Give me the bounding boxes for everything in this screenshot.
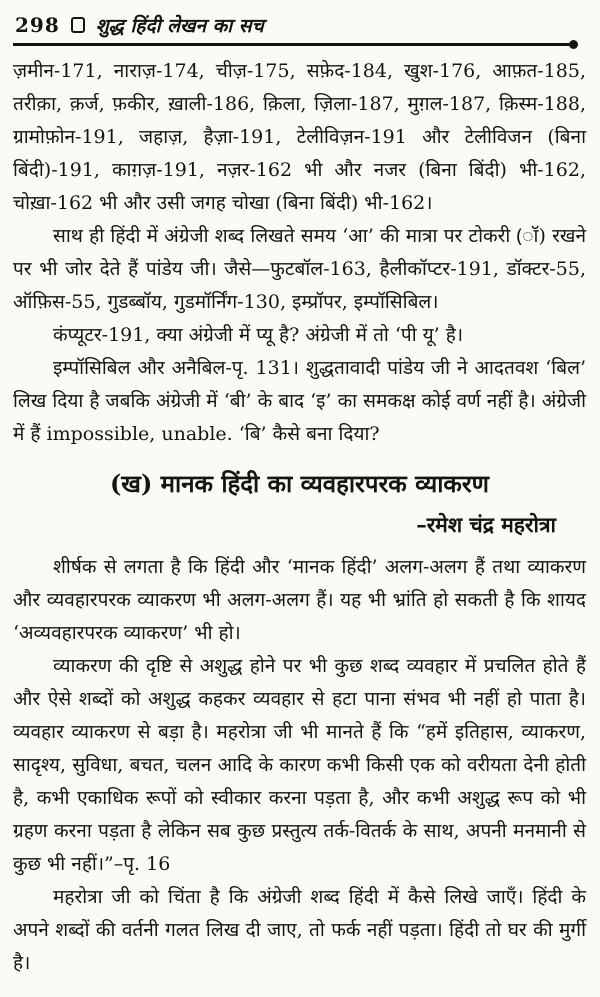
running-header	[13, 10, 586, 43]
header-rule	[13, 43, 576, 46]
body-paragraph: शीर्षक से लगता है कि हिंदी और ‘मानक हिंदी’ अलग-अलग हैं तथा व्याकरण और व्यवहारपरक व्याकरण भी अलग-अलग हैं। यह भी भ्रांति हो सकती है कि शायद ‘अव्यवहारपरक व्याकरण’ भी हो।	[13, 556, 586, 644]
page-number: 298	[15, 13, 60, 37]
body-paragraph: महरोत्रा जी को चिंता है कि अंग्रेजी शब्द हिंदी में कैसे लिखे जाएँ। हिंदी के अपने शब्दों की वर्तनी गलत लिख दी जाए, तो फर्क नहीं पड़ता। हिंदी तो घर की मुर्गी है।	[13, 886, 586, 974]
body-paragraph: साथ ही हिंदी में अंग्रेजी शब्द लिखते समय ‘आ’ की मात्रा पर टोकरी (ॉ) रखने पर भी जोर देते हैं पांडेय जी। जैसे—फुटबॉल-163, हैलीकॉप्टर-191, डॉक्टर-55, ऑफ़िस-55, गुडब्बॉय, गुडमॉर्निंग-130, इम्प्रॉपर, इम्पॉसिबिल।	[13, 225, 586, 313]
section-heading: (ख) मानक हिंदी का व्यवहारपरक व्याकरण	[109, 469, 490, 498]
book-title: शुद्ध हिंदी लेखन का सच	[95, 15, 264, 37]
body-paragraph: कंप्यूटर-191, क्या अंग्रेजी में प्यू है? अंग्रेजी में तो ‘पी यू’ है।	[53, 324, 464, 346]
body-paragraph: ज़मीन-171, नाराज़-174, चीज़-175, सफ़ेद-184, खुश-176, आफ़त-185, तरीक़ा, क़र्ज, फ़कीर, ख़ाली-186, क़िला, ज़िला-187, मुग़ल-187, क़िस्म-188, ग्रामोफ़ोन-191, जहाज़, हैज़ा-191, टेलीविज़न-191 और टेलीविजन (बिना बिंदी)-191, काग़ज़-191, नज़र-162 भी और नजर (बिना बिंदी) भी-162, चोख़ा-162 भी और उसी जगह चोखा (बिना बिंदी) भी-162।	[13, 60, 586, 214]
author-byline: –रमेश चंद्र महरोत्रा	[416, 512, 556, 537]
rule-end-dot-icon	[569, 40, 578, 49]
page-body	[13, 55, 586, 980]
body-paragraph: इम्पॉसिबिल और अनैबिल-पृ. 131। शुद्धतावादी पांडेय जी ने आदतवश ‘बिल’ लिख दिया है जबकि अंग्रेजी में ‘बी’ के बाद ‘इ’ का समकक्ष कोई वर्ण नहीं है। अंग्रेजी में हैं impossible, unable. ‘बि’ कैसे बना दिया?	[13, 357, 586, 445]
body-paragraph: व्याकरण की दृष्टि से अशुद्ध होने पर भी कुछ शब्द व्यवहार में प्रचलित होते हैं और ऐसे शब्दों को अशुद्ध कहकर व्यवहार से हटा पाना संभव भी नहीं हो पाता है। व्यवहार व्याकरण से बड़ा है। महरोत्रा जी भी मानते हैं कि “हमें इतिहास, व्याकरण, सादृश्य, सुविधा, बचत, चलन आदि के कारण कभी किसी एक को वरीयता देनी होती है, कभी एकाधिक रूपों को स्वीकार करना पड़ता है, और कभी अशुद्ध रूप को भी ग्रहण करना पड़ता है लेकिन सब कुछ प्रस्तुत्य तर्क-वितर्क के साथ, अपनी मनमानी से कुछ भी नहीं।”–पृ. 16	[13, 655, 586, 875]
open-square-icon	[71, 17, 85, 33]
